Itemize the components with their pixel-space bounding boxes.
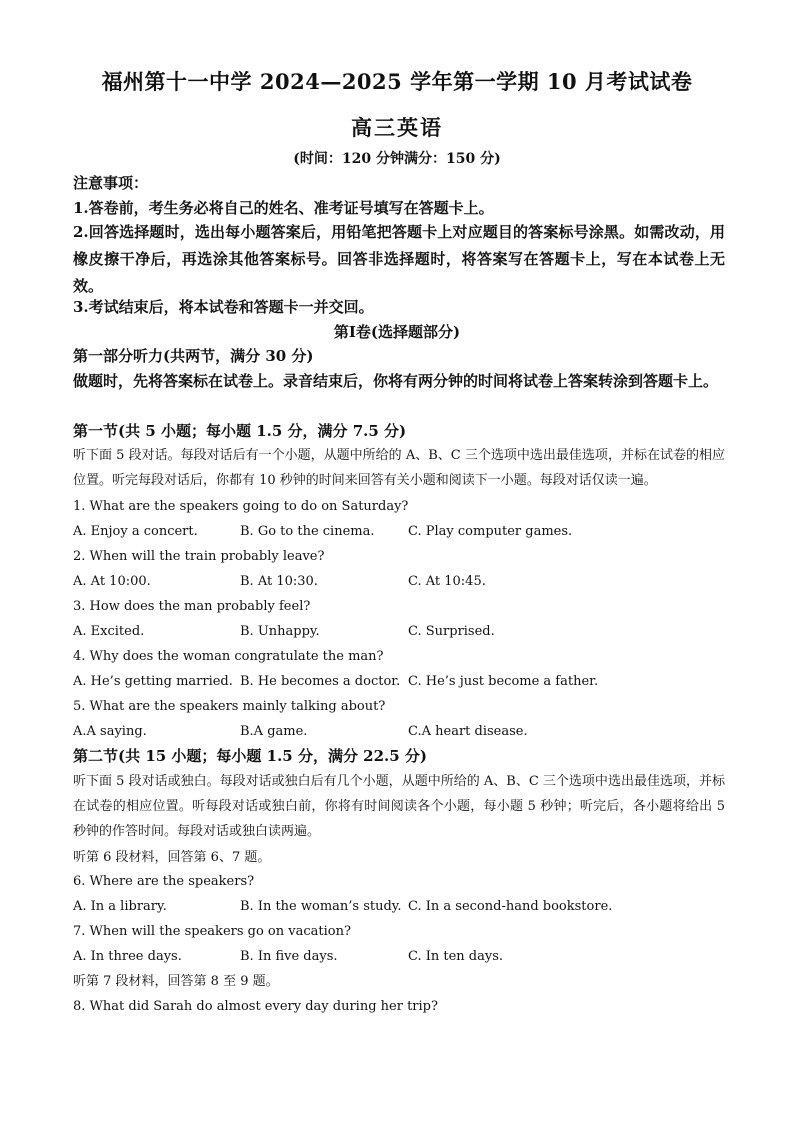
- subject-title: 高三英语: [351, 115, 443, 140]
- question-5: 5. What are the speakers mainly talking about?: [73, 699, 386, 714]
- option-5b: B.A game.: [240, 724, 308, 739]
- material-7-note: 听第 7 段材料，回答第 8 至 9 题。: [73, 974, 279, 989]
- notice-item-1: 1.答卷前，考生务必将自己的姓名、准考证号填写在答题卡上。: [73, 199, 494, 217]
- option-6a: A. In a library.: [73, 899, 167, 914]
- option-5a: A.A saying.: [73, 724, 147, 739]
- notice-item-2: 2.回答选择题时，选出每小题答案后，用铅笔把答题卡上对应题目的答案标号涂黑。如需改动，用橡皮擦干净后，再选涂其他答案标号。回答非选择题时，将答案写在答题卡上，写在本试卷上无效。: [73, 223, 725, 295]
- question-7: 7. When will the speakers go on vacation?: [73, 924, 351, 939]
- option-6b: B. In the woman’s study.: [240, 899, 402, 914]
- part1-instruction: 做题时，先将答案标在试卷上。录音结束后，你将有两分钟的时间将试卷上答案转涂到答题卡上。: [73, 372, 719, 390]
- material-6-note: 听第 6 段材料，回答第 6、7 题。: [73, 850, 271, 865]
- option-2b: B. At 10:30.: [240, 574, 318, 589]
- option-3c: C. Surprised.: [408, 624, 495, 639]
- option-5c: C.A heart disease.: [408, 724, 528, 739]
- option-6c: C. In a second-hand bookstore.: [408, 899, 613, 914]
- section1-heading: 第一节(共 5 小题；每小题 1.5 分，满分 7.5 分): [73, 422, 407, 440]
- option-4c: C. He’s just become a father.: [408, 674, 599, 689]
- option-2c: C. At 10:45.: [408, 574, 486, 589]
- option-3a: A. Excited.: [73, 624, 145, 639]
- question-2: 2. When will the train probably leave?: [73, 549, 325, 564]
- option-7b: B. In five days.: [240, 949, 338, 964]
- question-6: 6. Where are the speakers?: [73, 874, 255, 889]
- option-7c: C. In ten days.: [408, 949, 504, 964]
- time-score-line: (时间：120 分钟满分：150 分): [293, 151, 501, 167]
- section2-instruction: 听下面 5 段对话或独白。每段对话或独白后有几个小题，从题中所给的 A、B、C 三个选项中选出最佳选项，并标在试卷的相应位置。听每段对话或独白前，你将有时间阅读各个小题，每小题 5 秒钟；听完后，各小题将给出 5 秒钟的作答时间。每段对话或独白读两遍。: [73, 774, 725, 839]
- question-4: 4. Why does the woman congratulate the man?: [73, 649, 384, 664]
- option-1c: C. Play computer games.: [408, 524, 573, 539]
- notice-heading: 注意事项：: [73, 174, 149, 192]
- part1-heading: 第一部分听力(共两节，满分 30 分): [73, 347, 314, 365]
- question-8: 8. What did Sarah do almost every day during her trip?: [73, 999, 438, 1014]
- notice-item-3: 3.考试结束后，将本试卷和答题卡一并交回。: [73, 298, 374, 316]
- option-2a: A. At 10:00.: [73, 574, 151, 589]
- volume-heading: 第Ⅰ卷(选择题部分): [333, 323, 461, 341]
- option-3b: B. Unhappy.: [240, 624, 320, 639]
- section2-heading: 第二节(共 15 小题；每小题 1.5 分，满分 22.5 分): [73, 747, 428, 765]
- question-1: 1. What are the speakers going to do on Saturday?: [73, 499, 409, 514]
- section1-instruction: 听下面 5 段对话。每段对话后有一个小题，从题中所给的 A、B、C 三个选项中选出最佳选项，并标在试卷的相应位置。听完每段对话后，你都有 10 秒钟的时间来回答有关小题和阅读下一小题。每段对话仅读一遍。: [73, 448, 725, 488]
- question-3: 3. How does the man probably feel?: [73, 599, 311, 614]
- option-1a: A. Enjoy a concert.: [73, 524, 198, 539]
- option-7a: A. In three days.: [73, 949, 182, 964]
- option-4a: A. He’s getting married.: [73, 674, 233, 689]
- option-1b: B. Go to the cinema.: [240, 524, 375, 539]
- exam-title: 福州第十一中学 2024—2025 学年第一学期 10 月考试试卷: [101, 69, 693, 94]
- option-4b: B. He becomes a doctor.: [240, 674, 401, 689]
